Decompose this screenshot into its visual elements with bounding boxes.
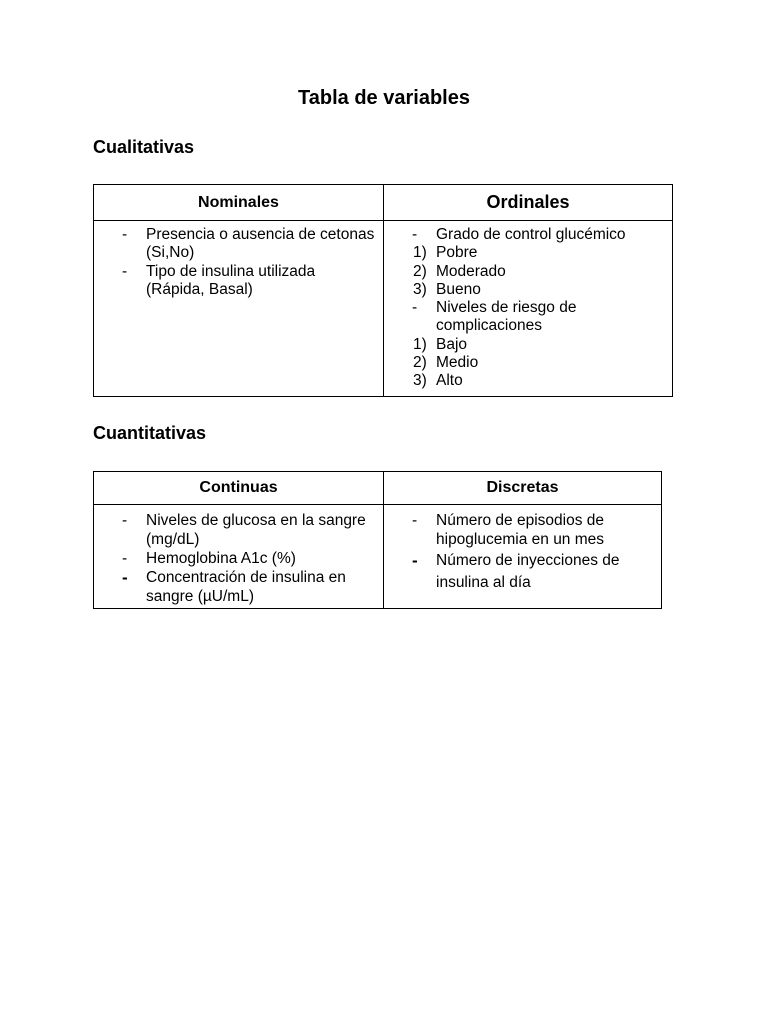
list-marker: - bbox=[412, 512, 418, 529]
list-item-text: Bajo bbox=[436, 335, 468, 353]
list-item-text: Número de inyecciones de insulina al día bbox=[436, 552, 620, 591]
list-item-text: Bueno bbox=[436, 280, 481, 298]
list-item-text: Número de episodios de hipoglucemia en un mes bbox=[436, 512, 605, 548]
list-marker: 3) bbox=[413, 372, 427, 390]
list-marker: - bbox=[412, 226, 418, 243]
list-marker: 2) bbox=[413, 262, 427, 280]
discretas-cell bbox=[384, 505, 662, 609]
header-continuas: Continuas bbox=[94, 472, 384, 505]
header-nominales: Nominales bbox=[94, 185, 384, 221]
discretas-list bbox=[384, 505, 661, 594]
list-item bbox=[94, 511, 383, 549]
list-marker: - bbox=[122, 226, 128, 243]
list-item-text: Niveles de glucosa en la sangre (mg/dL) bbox=[146, 512, 366, 548]
header-discretas: Discretas bbox=[384, 472, 662, 505]
list-item bbox=[384, 550, 661, 594]
list-marker: - bbox=[412, 551, 418, 570]
list-marker: 3) bbox=[413, 280, 427, 298]
continuas-list bbox=[94, 505, 383, 606]
cuantitativas-table bbox=[93, 471, 662, 609]
list-item-text: Moderado bbox=[436, 262, 506, 280]
table-header-row bbox=[94, 472, 662, 505]
list-item bbox=[384, 263, 672, 281]
table-row bbox=[94, 221, 673, 397]
list-item bbox=[94, 568, 383, 606]
list-item bbox=[384, 372, 672, 390]
document-title: Tabla de variables bbox=[298, 87, 470, 109]
table-header-row bbox=[94, 185, 673, 221]
list-item-text: Niveles de riesgo de complicaciones bbox=[436, 299, 577, 335]
list-marker: 1) bbox=[413, 335, 427, 353]
list-item bbox=[384, 511, 661, 549]
list-marker: - bbox=[122, 550, 128, 567]
list-item-text: Hemoglobina A1c (%) bbox=[146, 550, 296, 567]
list-item bbox=[384, 336, 672, 354]
list-marker: - bbox=[122, 568, 128, 587]
header-ordinales: Ordinales bbox=[384, 185, 673, 221]
list-item bbox=[384, 226, 672, 244]
cualitativas-table bbox=[93, 184, 673, 397]
list-item-text: Medio bbox=[436, 354, 479, 372]
list-item bbox=[94, 263, 383, 300]
list-marker: 1) bbox=[413, 244, 427, 262]
section-heading-cuantitativas: Cuantitativas bbox=[93, 423, 207, 443]
list-item bbox=[94, 226, 383, 263]
list-item bbox=[384, 244, 672, 262]
list-item bbox=[384, 299, 672, 336]
list-marker: 2) bbox=[413, 354, 427, 372]
list-item-text: Concentración de insulina en sangre (µU/mL) bbox=[146, 569, 346, 605]
continuas-cell bbox=[94, 505, 384, 609]
list-item-text: Grado de control glucémico bbox=[436, 226, 626, 243]
list-item-text: Presencia o ausencia de cetonas (Si,No) bbox=[146, 226, 375, 262]
nominales-cell bbox=[94, 221, 384, 397]
table-row bbox=[94, 505, 662, 609]
nominales-list bbox=[94, 221, 383, 299]
ordinales-list bbox=[384, 221, 672, 391]
list-marker: - bbox=[122, 512, 128, 529]
list-item bbox=[384, 354, 672, 372]
section-heading-cualitativas: Cualitativas bbox=[93, 137, 195, 157]
list-item-text: Alto bbox=[436, 372, 463, 390]
list-item bbox=[384, 281, 672, 299]
ordinales-cell bbox=[384, 221, 673, 397]
list-item-text: Tipo de insulina utilizada (Rápida, Basal) bbox=[146, 262, 316, 298]
list-item-text: Pobre bbox=[436, 244, 478, 262]
list-marker: - bbox=[122, 262, 128, 280]
list-marker: - bbox=[412, 299, 418, 317]
list-item bbox=[94, 549, 383, 568]
